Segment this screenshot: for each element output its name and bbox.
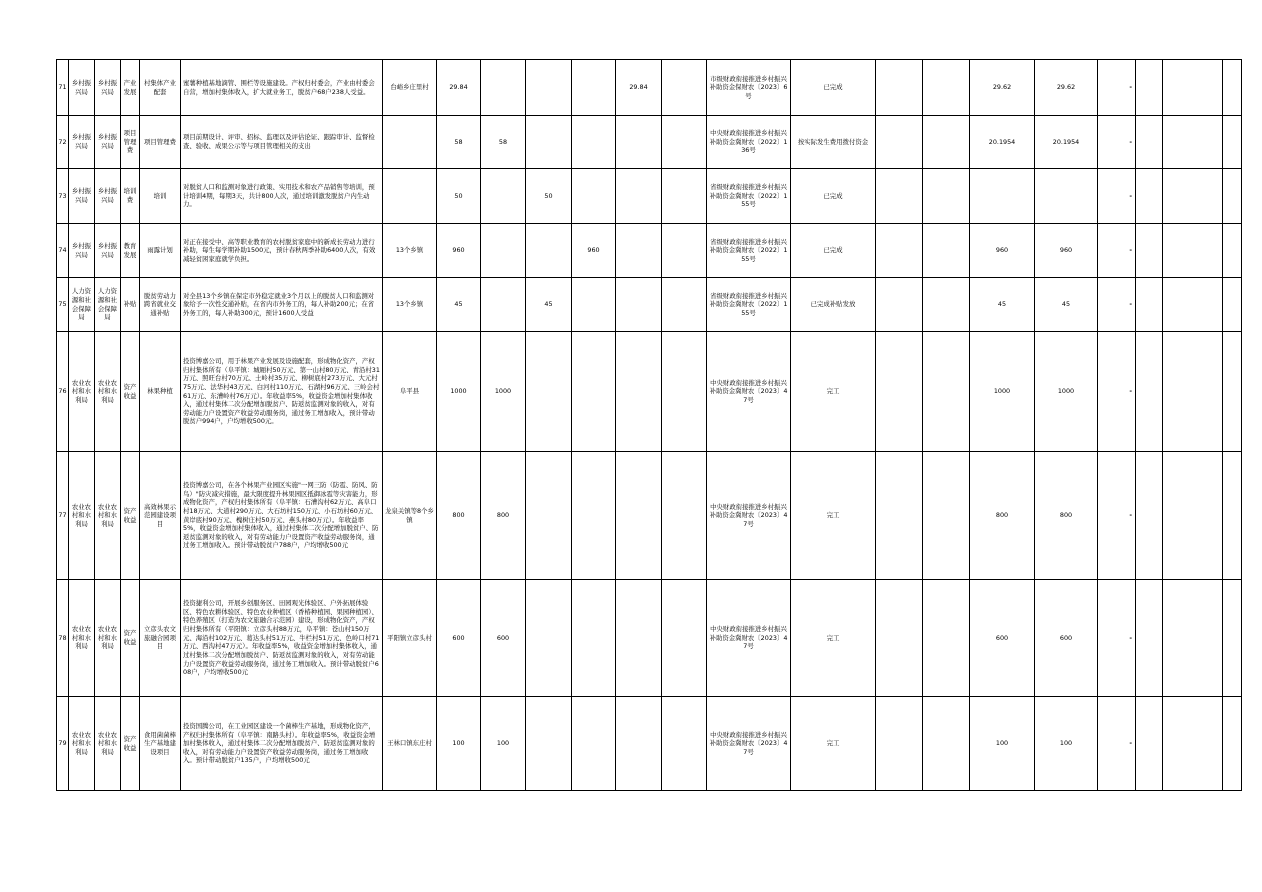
balance-dash: -	[1098, 60, 1136, 116]
blank-cell	[923, 224, 970, 278]
paid-amount: 960	[970, 224, 1035, 278]
paid-amount: 29.62	[970, 60, 1035, 116]
provincial-fund: 50	[526, 169, 572, 224]
balance-dash: -	[1098, 116, 1136, 169]
blank-cell	[876, 697, 923, 791]
municipal-fund	[572, 169, 616, 224]
completion-status: 已完成	[791, 60, 876, 116]
project-description: 对脱贫人口和监测对象进行政策、实用技术和农产品销售等培训，预计培训4期，每期3天，共计800人次，通过培训激发脱贫户内生动力。	[181, 169, 383, 224]
county-fund	[616, 169, 662, 224]
settled-amount: 1000	[1035, 332, 1098, 452]
project-location: 王林口镇东庄村	[383, 697, 437, 791]
completion-status: 已完成	[791, 169, 876, 224]
provincial-fund	[526, 452, 572, 580]
blank-cell	[876, 169, 923, 224]
completion-status: 按实际发生费用拨付资金	[791, 116, 876, 169]
project-name: 脱贫劳动力跨省就业交通补贴	[140, 278, 181, 332]
row-number: 78	[57, 580, 69, 697]
implementing-unit: 乡村振兴局	[95, 60, 121, 116]
paid-amount: 1000	[970, 332, 1035, 452]
project-description: 对正在接受中、高等职业教育的农村脱贫家庭中的新成长劳动力进行补助，每生每学期补助1500元，预计春秋两季补助6400人次，有效减轻贫困家庭就学负担。	[181, 224, 383, 278]
implementing-unit: 乡村振兴局	[95, 116, 121, 169]
total-amount: 600	[437, 580, 481, 697]
balance-dash: -	[1098, 580, 1136, 697]
project-table	[56, 59, 1242, 791]
total-amount: 960	[437, 224, 481, 278]
fund-document: 中央财政衔接推进乡村振兴补助资金冀财农〔2023〕47号	[707, 697, 791, 791]
completion-status: 已完成补贴发放	[791, 278, 876, 332]
other-fund	[662, 278, 707, 332]
department: 乡村振兴局	[69, 60, 95, 116]
fund-document: 中央财政衔接推进乡村振兴补助资金冀财农〔2023〕47号	[707, 452, 791, 580]
blank-cell	[876, 452, 923, 580]
blank-cell	[1223, 278, 1242, 332]
blank-cell	[1223, 169, 1242, 224]
central-fund	[481, 278, 526, 332]
municipal-fund	[572, 60, 616, 116]
project-category: 培训费	[121, 169, 140, 224]
blank-cell	[1223, 332, 1242, 452]
department: 乡村振兴局	[69, 224, 95, 278]
project-description: 项目前期设计、评审、招标、监理以及评估论证、跟踪审计、监督检查、验收、成果公示等与项目管理相关的支出	[181, 116, 383, 169]
project-category: 资产收益	[121, 332, 140, 452]
total-amount: 800	[437, 452, 481, 580]
settled-amount: 960	[1035, 224, 1098, 278]
project-location: 平阳镇立彦头村	[383, 580, 437, 697]
municipal-fund	[572, 452, 616, 580]
project-name: 雨露计划	[140, 224, 181, 278]
blank-cell	[1136, 278, 1163, 332]
blank-cell	[1163, 697, 1223, 791]
blank-cell	[923, 697, 970, 791]
project-location: 13个乡镇	[383, 224, 437, 278]
blank-cell	[1163, 224, 1223, 278]
settled-amount: 45	[1035, 278, 1098, 332]
department: 农业农村和水利局	[69, 697, 95, 791]
total-amount: 29.84	[437, 60, 481, 116]
blank-cell	[1163, 332, 1223, 452]
department: 农业农村和水利局	[69, 332, 95, 452]
project-description: 投资博嘉公司，用于林果产业发展及设施配套，形成物化资产，产权归村集体所有（阜平镇：城厢村50万元、第一山村80万元、青沿村31万元、照旺台村70万元、土岭村35万元、柳树底村273万元、大元村75万元、法华村43万元、白河村110万元、石湖村96万元、三岭会村61万元、东漕岭村76万元）。年收益率5%，收益资金增加村集体收入，通过村集体二次分配增加脱贫户、防返贫监测对象的收入，对有劳动能力户设置资产收益劳动服务岗，通过务工增加收入，预计带动脱贫户994户，户均增收500元。	[181, 332, 383, 452]
project-category: 资产收益	[121, 580, 140, 697]
blank-cell	[923, 332, 970, 452]
central-fund: 600	[481, 580, 526, 697]
project-category: 教育发展	[121, 224, 140, 278]
table-row	[57, 60, 1242, 116]
project-location	[383, 169, 437, 224]
blank-cell	[876, 332, 923, 452]
blank-cell	[923, 116, 970, 169]
project-category: 产业发展	[121, 60, 140, 116]
completion-status: 完工	[791, 697, 876, 791]
county-fund	[616, 332, 662, 452]
project-category: 资产收益	[121, 452, 140, 580]
table-row	[57, 169, 1242, 224]
project-description: 对全县13个乡镇在保定市外稳定就业3个月以上的脱贫人口和监测对象给予一次性交通补贴，在省内市外务工的，每人补助200元；在省外务工的，每人补助300元，预计1600人受益	[181, 278, 383, 332]
balance-dash: -	[1098, 452, 1136, 580]
blank-cell	[1163, 580, 1223, 697]
project-description: 蜜薯种植基地滴管、围栏等设施建设。产权归村委会，产业由村委会自营，增加村集体收入，扩大就业务工，脱贫户68户238人受益。	[181, 60, 383, 116]
blank-cell	[1136, 580, 1163, 697]
provincial-fund: 45	[526, 278, 572, 332]
paid-amount: 800	[970, 452, 1035, 580]
balance-dash: -	[1098, 278, 1136, 332]
table-row	[57, 116, 1242, 169]
blank-cell	[1136, 116, 1163, 169]
municipal-fund	[572, 278, 616, 332]
blank-cell	[1223, 580, 1242, 697]
department: 乡村振兴局	[69, 116, 95, 169]
municipal-fund	[572, 332, 616, 452]
row-number: 79	[57, 697, 69, 791]
project-location: 台峪乡庄里村	[383, 60, 437, 116]
paid-amount: 600	[970, 580, 1035, 697]
fund-document: 市级财政衔接推进乡村振兴补助资金保财农〔2023〕6号	[707, 60, 791, 116]
project-location	[383, 116, 437, 169]
fund-document: 中央财政衔接推进乡村振兴补助资金冀财农〔2022〕136号	[707, 116, 791, 169]
fund-document: 中央财政衔接推进乡村振兴补助资金冀财农〔2023〕47号	[707, 580, 791, 697]
settled-amount: 800	[1035, 452, 1098, 580]
blank-cell	[1136, 332, 1163, 452]
blank-cell	[876, 278, 923, 332]
implementing-unit: 农业农村和水利局	[95, 332, 121, 452]
paid-amount: 45	[970, 278, 1035, 332]
implementing-unit: 农业农村和水利局	[95, 697, 121, 791]
project-location: 阜平县	[383, 332, 437, 452]
blank-cell	[923, 60, 970, 116]
completion-status: 完工	[791, 452, 876, 580]
implementing-unit: 乡村振兴局	[95, 169, 121, 224]
project-category: 资产收益	[121, 697, 140, 791]
project-description: 投资博嘉公司，在各个林果产业园区实施"一网三防（防雹、防风、防鸟）"防灾减灾措施，最大限度提升林果园区抵御冰雹等灾害能力，形成物化资产，产权归村集体所有（阜平镇：石漕沟村62万元、高阜口村18万元、大道村290万元、大石坊村150万元、小石坊村60万元、黄岸底村90万元、槐树庄村50万元、燕头村80万元）。年收益率5%，收益资金增加村集体收入，通过村集体二次分配增加脱贫户、防返贫监测对象的收入，对有劳动能力户设置资产收益劳动服务岗，通过务工增加收入。预计带动脱贫户788户，户均增收500元	[181, 452, 383, 580]
total-amount: 58	[437, 116, 481, 169]
blank-cell	[876, 116, 923, 169]
blank-cell	[876, 224, 923, 278]
project-name: 高效林果示范园建设项目	[140, 452, 181, 580]
county-fund	[616, 452, 662, 580]
central-fund: 1000	[481, 332, 526, 452]
fund-document: 中央财政衔接推进乡村振兴补助资金冀财农〔2023〕47号	[707, 332, 791, 452]
county-fund: 29.84	[616, 60, 662, 116]
blank-cell	[876, 60, 923, 116]
county-fund	[616, 224, 662, 278]
project-name: 食用菌菌棒生产基地建设项目	[140, 697, 181, 791]
other-fund	[662, 60, 707, 116]
blank-cell	[876, 580, 923, 697]
balance-dash: -	[1098, 697, 1136, 791]
municipal-fund	[572, 697, 616, 791]
other-fund	[662, 452, 707, 580]
other-fund	[662, 580, 707, 697]
central-fund: 100	[481, 697, 526, 791]
blank-cell	[1163, 60, 1223, 116]
project-location: 13个乡镇	[383, 278, 437, 332]
row-number: 72	[57, 116, 69, 169]
paid-amount: 20.1954	[970, 116, 1035, 169]
department: 农业农村和水利局	[69, 452, 95, 580]
blank-cell	[1163, 278, 1223, 332]
blank-cell	[1136, 224, 1163, 278]
blank-cell	[1223, 116, 1242, 169]
fund-document: 省级财政衔接推进乡村振兴补助资金冀财农〔2022〕155号	[707, 169, 791, 224]
blank-cell	[923, 452, 970, 580]
row-number: 75	[57, 278, 69, 332]
blank-cell	[1223, 697, 1242, 791]
table-row	[57, 697, 1242, 791]
other-fund	[662, 224, 707, 278]
project-description: 投资捷利公司，开展乡创服务区、田园观光体验区、户外拓展体验区、特色农耕体验区、特色农业种植区（香椿种植园、果园种植园）、特色养殖区（打造为农文旅融合示范园）建设，形成物化资产，产权归村集体所有（平阳镇：立彦头村88万元，阜平镇：苍山村150万元、海沿村102万元、葛达头村51万元、牛栏村51万元、色岭口村71万元、西沟村47万元）。年收益率5%，收益资金增加村集体收入，通过村集体二次分配增加脱贫户、防返贫监测对象的收入，对有劳动能力户设置资产收益劳动服务岗，通过务工增加收入。预计带动脱贫户608户，户均增收500元	[181, 580, 383, 697]
central-fund	[481, 224, 526, 278]
municipal-fund	[572, 580, 616, 697]
table-row	[57, 452, 1242, 580]
blank-cell	[1136, 169, 1163, 224]
provincial-fund	[526, 116, 572, 169]
central-fund	[481, 169, 526, 224]
table-row	[57, 278, 1242, 332]
paid-amount: 100	[970, 697, 1035, 791]
completion-status: 完工	[791, 332, 876, 452]
other-fund	[662, 169, 707, 224]
implementing-unit: 人力资源和社会保障局	[95, 278, 121, 332]
provincial-fund	[526, 224, 572, 278]
blank-cell	[1163, 452, 1223, 580]
other-fund	[662, 332, 707, 452]
settled-amount: 29.62	[1035, 60, 1098, 116]
project-category: 项目管理费	[121, 116, 140, 169]
blank-cell	[1136, 697, 1163, 791]
settled-amount: 20.1954	[1035, 116, 1098, 169]
blank-cell	[923, 169, 970, 224]
other-fund	[662, 697, 707, 791]
project-name: 林果种植	[140, 332, 181, 452]
total-amount: 1000	[437, 332, 481, 452]
total-amount: 50	[437, 169, 481, 224]
department: 乡村振兴局	[69, 169, 95, 224]
completion-status: 完工	[791, 580, 876, 697]
provincial-fund	[526, 697, 572, 791]
balance-dash: -	[1098, 169, 1136, 224]
row-number: 73	[57, 169, 69, 224]
table-row	[57, 332, 1242, 452]
settled-amount: 600	[1035, 580, 1098, 697]
row-number: 77	[57, 452, 69, 580]
blank-cell	[1136, 60, 1163, 116]
implementing-unit: 农业农村和水利局	[95, 452, 121, 580]
blank-cell	[923, 580, 970, 697]
balance-dash: -	[1098, 224, 1136, 278]
total-amount: 100	[437, 697, 481, 791]
central-fund: 58	[481, 116, 526, 169]
project-description: 投资国腾公司，在工业园区建设一个菌棒生产基地，形成物化资产，产权归村集体所有（阜平镇：南路头村）。年收益率5%，收益资金增加村集体收入，通过村集体二次分配增加脱贫户、防返贫监测对象的收入，对有劳动能力户设置资产收益劳动服务岗，通过务工增加收入。预计带动脱贫户135户，户均增收500元	[181, 697, 383, 791]
county-fund	[616, 697, 662, 791]
table-row	[57, 224, 1242, 278]
blank-cell	[1223, 452, 1242, 580]
total-amount: 45	[437, 278, 481, 332]
blank-cell	[1136, 452, 1163, 580]
other-fund	[662, 116, 707, 169]
blank-cell	[1223, 224, 1242, 278]
fund-document: 省级财政衔接推进乡村振兴补助资金冀财农〔2022〕155号	[707, 278, 791, 332]
project-name: 村集体产业配套	[140, 60, 181, 116]
settled-amount: 100	[1035, 697, 1098, 791]
blank-cell	[923, 278, 970, 332]
table-row	[57, 580, 1242, 697]
project-name: 项目管理费	[140, 116, 181, 169]
central-fund	[481, 60, 526, 116]
paid-amount	[970, 169, 1035, 224]
provincial-fund	[526, 332, 572, 452]
department: 人力资源和社会保障局	[69, 278, 95, 332]
project-category: 补贴	[121, 278, 140, 332]
central-fund: 800	[481, 452, 526, 580]
blank-cell	[1163, 169, 1223, 224]
municipal-fund: 960	[572, 224, 616, 278]
municipal-fund	[572, 116, 616, 169]
row-number: 76	[57, 332, 69, 452]
blank-cell	[1223, 60, 1242, 116]
project-name: 培训	[140, 169, 181, 224]
settled-amount	[1035, 169, 1098, 224]
implementing-unit: 乡村振兴局	[95, 224, 121, 278]
provincial-fund	[526, 580, 572, 697]
county-fund	[616, 116, 662, 169]
row-number: 74	[57, 224, 69, 278]
row-number: 71	[57, 60, 69, 116]
completion-status: 已完成	[791, 224, 876, 278]
department: 农业农村和水利局	[69, 580, 95, 697]
provincial-fund	[526, 60, 572, 116]
balance-dash: -	[1098, 332, 1136, 452]
project-location: 龙泉关镇等8个乡镇	[383, 452, 437, 580]
fund-document: 省级财政衔接推进乡村振兴补助资金冀财农〔2022〕155号	[707, 224, 791, 278]
blank-cell	[1163, 116, 1223, 169]
county-fund	[616, 278, 662, 332]
project-name: 立彦头农文旅融合园项目	[140, 580, 181, 697]
implementing-unit: 农业农村和水利局	[95, 580, 121, 697]
county-fund	[616, 580, 662, 697]
